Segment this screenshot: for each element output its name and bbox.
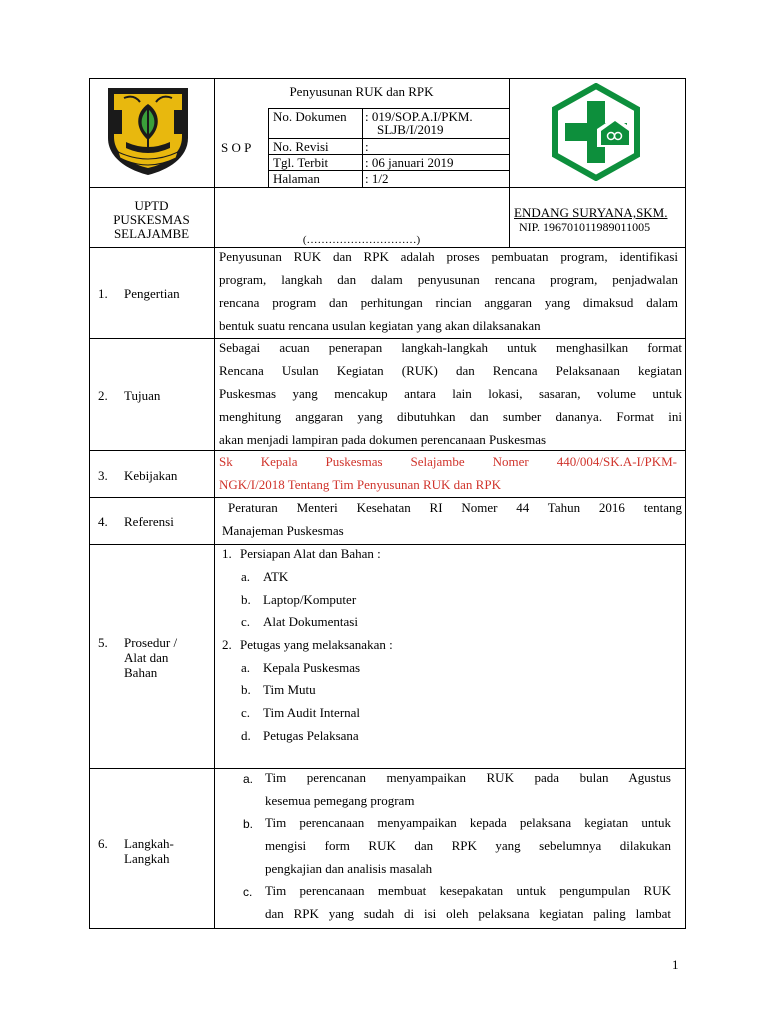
row-label-prosedur-2: Alat dan (124, 650, 169, 665)
field-value-no-dokumen: : 019/SOP.A.I/PKM. (365, 109, 473, 124)
list-item-marker: d. (241, 728, 251, 743)
field-value-halaman: : 1/2 (365, 171, 389, 186)
list-item: Kepala Puskesmas (263, 660, 361, 675)
step-line: mengisi form RUK dan RPK yang sebelumnya dilakukan (265, 838, 671, 853)
row-number-5: 5. (98, 635, 108, 650)
referensi-line: Peraturan Menteri Kesehatan RI Nomer 44 Tahun 2016 tentang (228, 500, 682, 515)
row-divider-5 (89, 544, 686, 545)
signer-nip: NIP. 196701011989011005 (519, 220, 651, 234)
sop-label: S O P (221, 140, 252, 155)
step-line: Tim perencanan menyampaikan RUK pada bulan Agustus (265, 770, 671, 785)
list-item: Tim Mutu (263, 682, 316, 697)
list-item: Petugas Pelaksana (263, 728, 359, 743)
pengertian-line: Penyusunan RUK dan RPK adalah proses pembuatan program, identifikasi (219, 249, 678, 264)
field-value-no-dokumen-cont: SLJB/I/2019 (377, 122, 444, 137)
row-label-tujuan: Tujuan (124, 388, 161, 403)
tujuan-line: Sebagai acuan penerapan langkah-langkah untuk menghasilkan format (219, 340, 682, 355)
section-title: Persiapan Alat dan Bahan : (240, 546, 381, 561)
list-item: Laptop/Komputer (263, 592, 357, 607)
tujuan-line: akan menjadi lampiran pada dokumen perencanaan Puskesmas (219, 432, 547, 447)
section-marker: 1. (222, 546, 232, 561)
pengertian-line: rencana program dan perhitungan rincian anggaran yang dimaksud dalam (219, 295, 678, 310)
list-item: Alat Dokumentasi (263, 614, 358, 629)
row-number-1: 1. (98, 286, 108, 301)
step-line: Tim perencanaan menyampaikan kepada pelaksana kegiatan untuk (265, 815, 671, 830)
kebijakan-line: NGK/I/2018 Tentang Tim Penyusunan RUK dan RPK (219, 477, 501, 492)
org-name-line-1: UPTD (134, 198, 169, 213)
field-label-no-revisi: No. Revisi (273, 139, 329, 154)
list-item: ATK (263, 569, 289, 584)
org-name-line-3: SELAJAMBE (113, 226, 190, 241)
row-label-langkah-2: Langkah (124, 851, 170, 866)
label-column-line (214, 78, 215, 928)
header-bottom-line (89, 187, 686, 188)
row-label-prosedur-1: Prosedur / (124, 635, 178, 650)
list-item-marker: b. (241, 592, 251, 607)
list-item-marker: a. (241, 660, 251, 675)
row-number-3: 3. (98, 468, 108, 483)
row-number-6: 6. (98, 836, 108, 851)
step-marker: c. (243, 885, 253, 899)
row-label-langkah-1: Langkah- (124, 836, 174, 851)
field-value-line (362, 108, 363, 187)
org-name-line-2: PUSKESMAS (113, 212, 190, 227)
tujuan-line: Puskesmas yang mencakup antara lain lokasi, sasaran, volume untuk (219, 386, 682, 401)
step-line: Tim perencanaan membuat kesepakatan untuk pengumpulan RUK (265, 883, 671, 898)
signature-placeholder: (…………………………) (302, 234, 421, 246)
section-title: Petugas yang melaksanakan : (240, 637, 393, 652)
row-label-prosedur-3: Bahan (124, 665, 158, 680)
table-border-top (89, 78, 686, 79)
signer-name: ENDANG SURYANA,SKM. (514, 205, 668, 220)
row-label-referensi: Referensi (124, 514, 174, 529)
sop-column-line (268, 108, 269, 187)
section-marker: 2. (222, 637, 232, 652)
step-marker: a. (243, 772, 254, 786)
table-border-bottom (89, 928, 686, 929)
pengertian-line: program, langkah dan dalam penyusunan rencana program, penjadwalan (219, 272, 678, 287)
kebijakan-line: Sk Kepala Puskesmas Selajambe Nomer 440/004/SK.A-I/PKM- (219, 454, 677, 469)
tujuan-line: Rencana Usulan Kegiatan (RUK) dan Rencana Pelaksanaan kegiatan (219, 363, 682, 378)
list-item-marker: a. (241, 569, 251, 584)
list-item-marker: c. (241, 614, 251, 629)
row-label-pengertian: Pengertian (124, 286, 180, 301)
row-number-2: 2. (98, 388, 108, 403)
row-label-kebijakan: Kebijakan (124, 468, 178, 483)
list-item-marker: b. (241, 682, 251, 697)
field-label-tgl-terbit: Tgl. Terbit (273, 155, 329, 170)
list-item: Tim Audit Internal (263, 705, 361, 720)
regency-crest-logo (104, 82, 192, 178)
step-line: kesemua pemegang program (265, 793, 415, 808)
logo-column-line (509, 78, 510, 247)
step-marker: b. (243, 817, 254, 831)
field-label-no-dokumen: No. Dokumen (273, 109, 347, 124)
referensi-line: Manajeman Puskesmas (222, 523, 344, 538)
table-border-right (685, 78, 686, 928)
tujuan-line: menghitung anggaran yang dibutuhkan dan sumber dananya. Format ini (219, 409, 682, 424)
field-value-no-revisi: : (365, 139, 369, 154)
row-number-4: 4. (98, 514, 108, 529)
step-line: dan RPK yang sudah di isi oleh pelaksana kegiatan paling lambat (265, 906, 671, 921)
list-item-marker: c. (241, 705, 251, 720)
field-value-tgl-terbit: : 06 januari 2019 (365, 155, 454, 170)
step-line: pengkajian dan analisis masalah (265, 861, 433, 876)
pengertian-line: bentuk suatu rencana usulan kegiatan yang akan dilaksanakan (219, 318, 541, 333)
document-title: Penyusunan RUK dan RPK (289, 84, 434, 99)
page-number: 1 (672, 957, 679, 972)
puskesmas-logo (551, 83, 641, 181)
field-label-halaman: Halaman (273, 171, 320, 186)
